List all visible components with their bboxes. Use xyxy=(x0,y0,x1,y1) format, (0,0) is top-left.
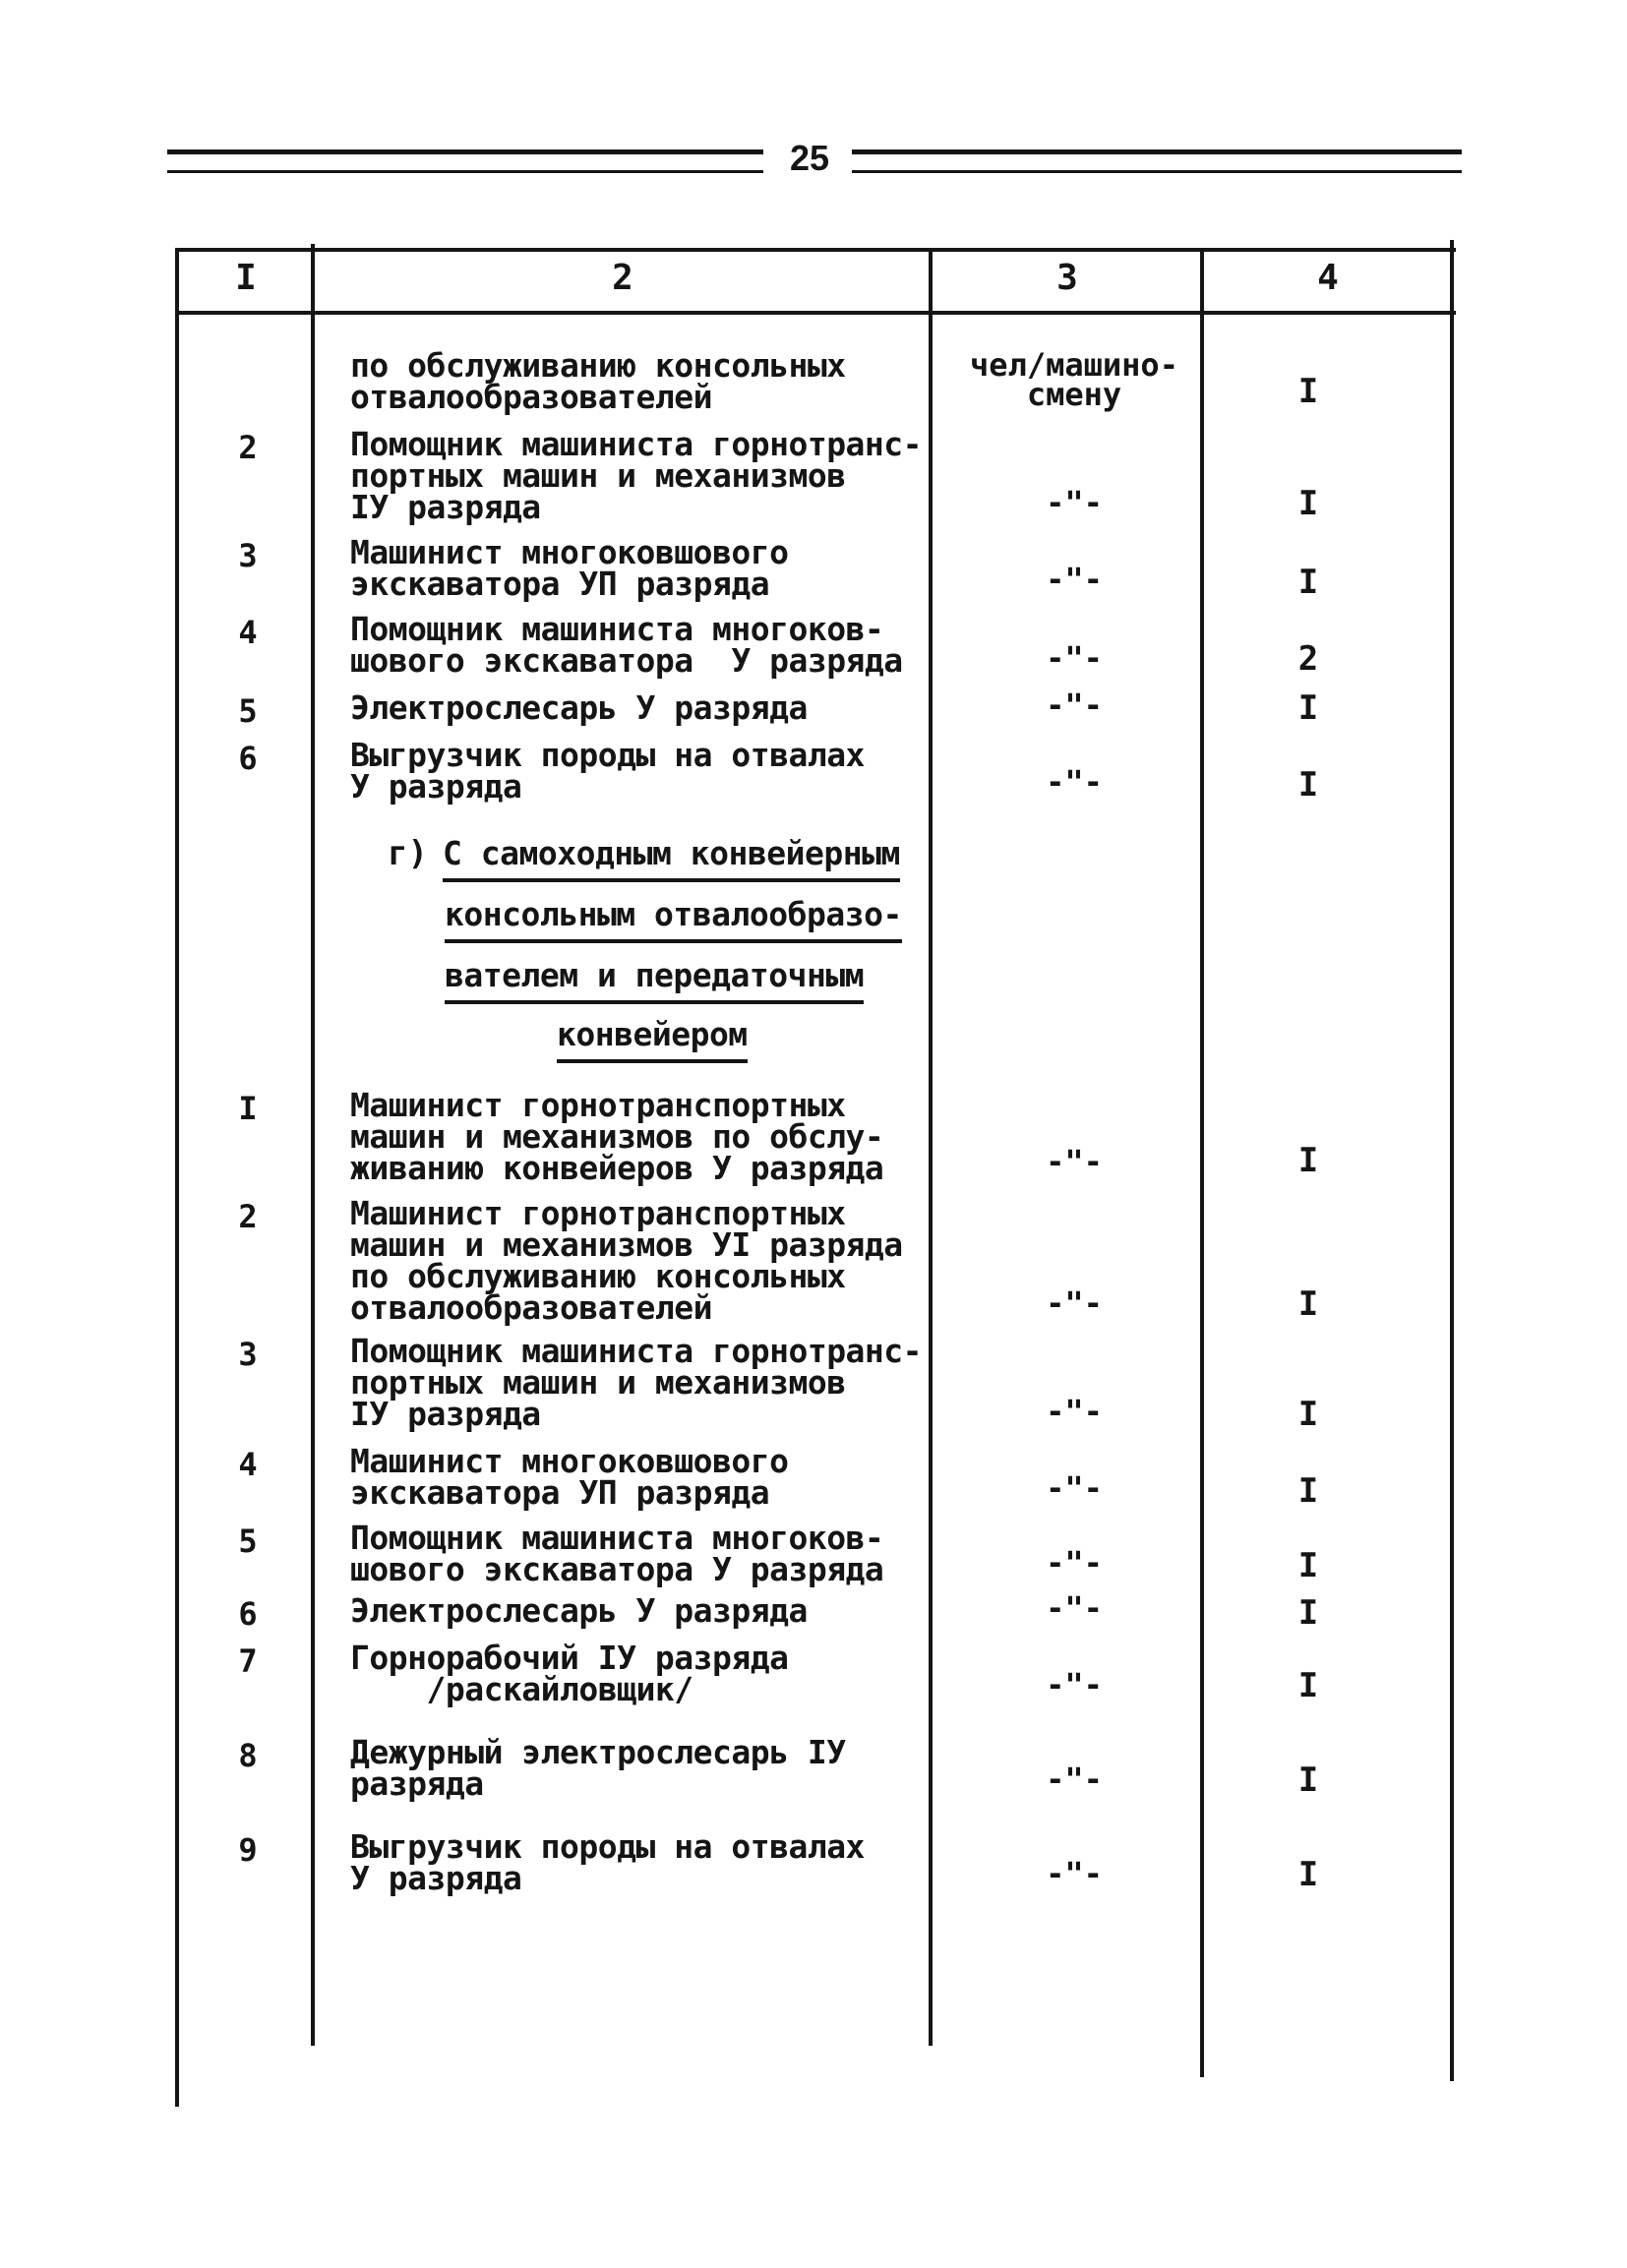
row-number: 3 xyxy=(238,1336,258,1373)
row-description: Горнорабочий IУ разряда /раскайловщик/ xyxy=(350,1639,789,1708)
row-description: Машинист горнотранспортных машин и механизмов УI разряда по обслуживанию консольных отвалообразователей xyxy=(350,1194,903,1327)
table-left-border xyxy=(175,248,179,2107)
subsection-line: С самоходным конвейерным xyxy=(443,834,900,882)
row-number: 3 xyxy=(238,537,258,574)
row-number: I xyxy=(238,1090,258,1127)
row-unit: -"- xyxy=(1046,1666,1103,1703)
row-quantity: I xyxy=(1297,1141,1319,1180)
row-quantity: I xyxy=(1297,1471,1319,1511)
row-quantity: I xyxy=(1297,372,1319,411)
row-quantity: I xyxy=(1297,1593,1319,1633)
row-unit: -"- xyxy=(1046,1761,1103,1798)
table-col-divider-1 xyxy=(311,244,315,2046)
row-unit: -"- xyxy=(1046,763,1103,801)
row-quantity: I xyxy=(1297,688,1319,728)
subsection-line: вателем и передаточным xyxy=(445,956,864,1004)
row-quantity: 2 xyxy=(1297,639,1319,679)
row-unit: -"- xyxy=(1046,1544,1103,1582)
column-header-4: 4 xyxy=(1317,258,1339,298)
row-number: 6 xyxy=(238,1595,258,1633)
row-quantity: I xyxy=(1297,1855,1319,1894)
row-quantity: I xyxy=(1297,1284,1319,1324)
column-header-2: 2 xyxy=(612,258,633,298)
row-unit: -"- xyxy=(1046,1589,1103,1627)
row-number: 2 xyxy=(238,1198,258,1235)
row-number: 2 xyxy=(238,429,258,466)
row-quantity: I xyxy=(1297,1546,1319,1585)
row-description: Помощник машиниста многоков- шового экскаватора У разряда xyxy=(350,1519,884,1588)
table-col-divider-2 xyxy=(929,248,933,2046)
row-unit: -"- xyxy=(1046,686,1103,724)
row-description: Электрослесарь У разряда xyxy=(350,688,808,727)
row-description: Выгрузчик породы на отвалах У разряда xyxy=(350,1827,865,1897)
header-rule-right xyxy=(852,149,1462,173)
row-description: Электрослесарь У разряда xyxy=(350,1591,808,1630)
row-description: Машинист многоковшового экскаватора УП разряда xyxy=(350,533,789,603)
row-number: 9 xyxy=(238,1831,258,1869)
row-description: Помощник машиниста многоков- шового экскаватора У разряда xyxy=(350,610,903,680)
subsection-line: конвейером xyxy=(557,1015,748,1063)
row-description: Помощник машиниста горнотранс- портных машин и механизмов IУ разряда xyxy=(350,1332,923,1433)
row-unit: -"- xyxy=(1046,1284,1103,1322)
row-unit: чел/машино- смену xyxy=(970,346,1178,413)
table-header-divider xyxy=(177,311,1456,315)
row-description: Машинист горнотранспортных машин и механизмов по обслу- живанию конвейеров У разряда xyxy=(350,1086,884,1187)
column-header-1: I xyxy=(235,258,257,298)
row-unit: -"- xyxy=(1046,1143,1103,1180)
row-quantity: I xyxy=(1297,1395,1319,1434)
header-rule-left xyxy=(167,149,763,173)
row-number: 5 xyxy=(238,1522,258,1560)
row-quantity: I xyxy=(1297,563,1319,602)
row-quantity: I xyxy=(1297,1666,1319,1705)
row-description: Выгрузчик породы на отвалах У разряда xyxy=(350,736,865,806)
row-quantity: I xyxy=(1297,484,1319,523)
row-number: 7 xyxy=(238,1642,258,1680)
row-unit: -"- xyxy=(1046,1855,1103,1892)
row-unit: -"- xyxy=(1046,561,1103,598)
row-description: Дежурный электрослесарь IУ разряда xyxy=(350,1733,846,1803)
page-number: 25 xyxy=(789,138,830,178)
table-right-border xyxy=(1450,240,1454,2081)
row-unit: -"- xyxy=(1046,639,1103,677)
row-unit: -"- xyxy=(1046,1393,1103,1430)
row-description: по обслуживанию консольных отвалообразователей xyxy=(350,346,846,416)
row-quantity: I xyxy=(1297,1761,1319,1800)
row-quantity: I xyxy=(1297,765,1319,805)
subsection-letter: г) xyxy=(388,834,428,873)
row-description: Помощник машиниста горнотранс- портных машин и механизмов IУ разряда xyxy=(350,425,923,526)
column-header-3: 3 xyxy=(1056,258,1078,298)
row-number: 4 xyxy=(238,1446,258,1483)
row-number: 8 xyxy=(238,1737,258,1774)
row-unit: -"- xyxy=(1046,1469,1103,1507)
row-number: 5 xyxy=(238,692,258,730)
row-unit: -"- xyxy=(1046,484,1103,521)
row-number: 4 xyxy=(238,614,258,651)
table-top-border xyxy=(177,248,1456,252)
row-description: Машинист многоковшового экскаватора УП разряда xyxy=(350,1442,789,1512)
row-number: 6 xyxy=(238,740,258,777)
table-col-divider-3 xyxy=(1200,248,1204,2077)
subsection-line: консольным отвалообразо- xyxy=(445,895,902,943)
